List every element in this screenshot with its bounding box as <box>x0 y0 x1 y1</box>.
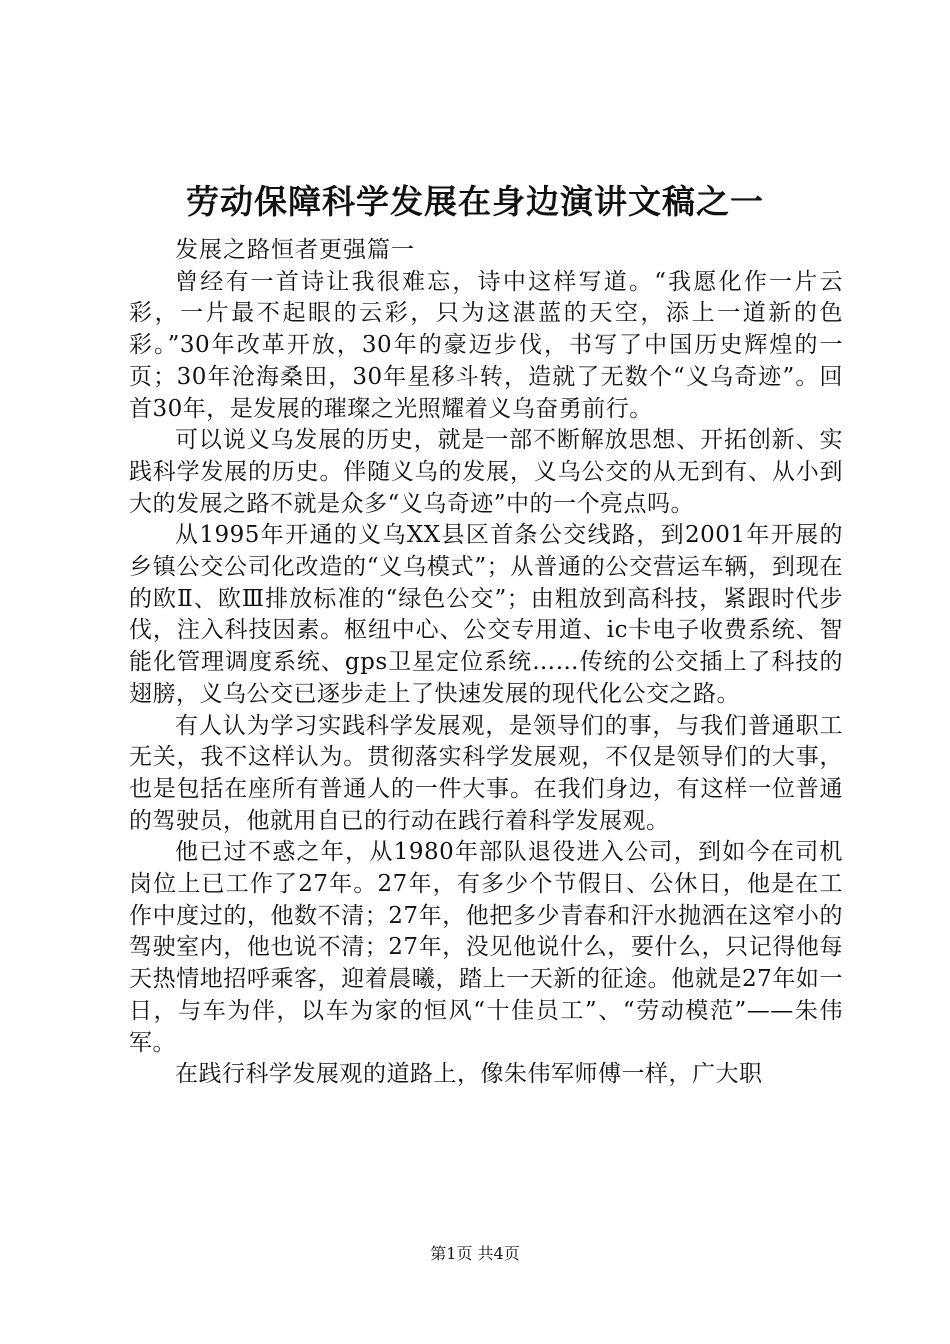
paragraph-4: 有人认为学习实践科学发展观，是领导们的事，与我们普通职工无关，我不这样认为。贯彻落实科学发展观，不仅是领导们的大事，也是包括在座所有普通人的一件大事。在我们身边，有这样一位普通的驾驶员，他就用自已的行动在践行着科学发展观。 <box>129 712 843 834</box>
paragraph-2: 可以说义乌发展的历史，就是一部不断解放思想、开拓创新、实践科学发展的历史。伴随义乌的发展，义乌公交的从无到有、从小到大的发展之路不就是众多“义乌奇迹”中的一个亮点吗。 <box>129 427 843 517</box>
paragraph-5: 他已过不惑之年，从1980年部队退役进入公司，到如今在司机岗位上已工作了27年。27年，有多少个节假日、公休日，他是在工作中度过的，他数不清；27年，他把多少青春和汗水抛洒在这窄小的驾驶室内，他也说不清；27年，没见他说什么，要什么，只记得他每天热情地招呼乘客，迎着晨曦，踏上一天新的征途。他就是27年如一日，与车为伴，以车为家的恒风“十佳员工”、“劳动模范”——朱伟军。 <box>129 839 843 1056</box>
paragraph-6: 在践行科学发展观的道路上，像朱伟军师傅一样，广大职 <box>175 1061 763 1088</box>
page-number-footer: 第1页 共4页 <box>430 1244 520 1263</box>
paragraph-1: 曾经有一首诗让我很难忘，诗中这样写道。“我愿化作一片云彩，一片最不起眼的云彩，只为这湛蓝的天空，添上一道新的色彩。”30年改革开放，30年的豪迈步伐，书写了中国历史辉煌的一页；30年沧海桑田，30年星移斗转，造就了无数个“义乌奇迹”。回首30年，是发展的璀璨之光照耀着义乌奋勇前行。 <box>129 268 843 422</box>
section-subheading: 发展之路恒者更强篇一 <box>175 237 415 263</box>
document-body <box>129 235 843 1091</box>
paragraph-3: 从1995年开通的义乌XX县区首条公交线路，到2001年开展的乡镇公交公司化改造的“义乌模式”；从普通的公交营运车辆，到现在的欧Ⅱ、欧Ⅲ排放标准的“绿色公交”；由粗放到高科技，紧跟时代步伐，注入科技因素。枢纽中心、公交专用道、ic卡电子收费系统、智能化管理调度系统、gps卫星定位系统……传统的公交插上了科技的翅膀，义乌公交已逐步走上了快速发展的现代化公交之路。 <box>129 522 843 707</box>
document-title: 劳动保障科学发展在身边演讲文稿之一 <box>186 182 764 221</box>
